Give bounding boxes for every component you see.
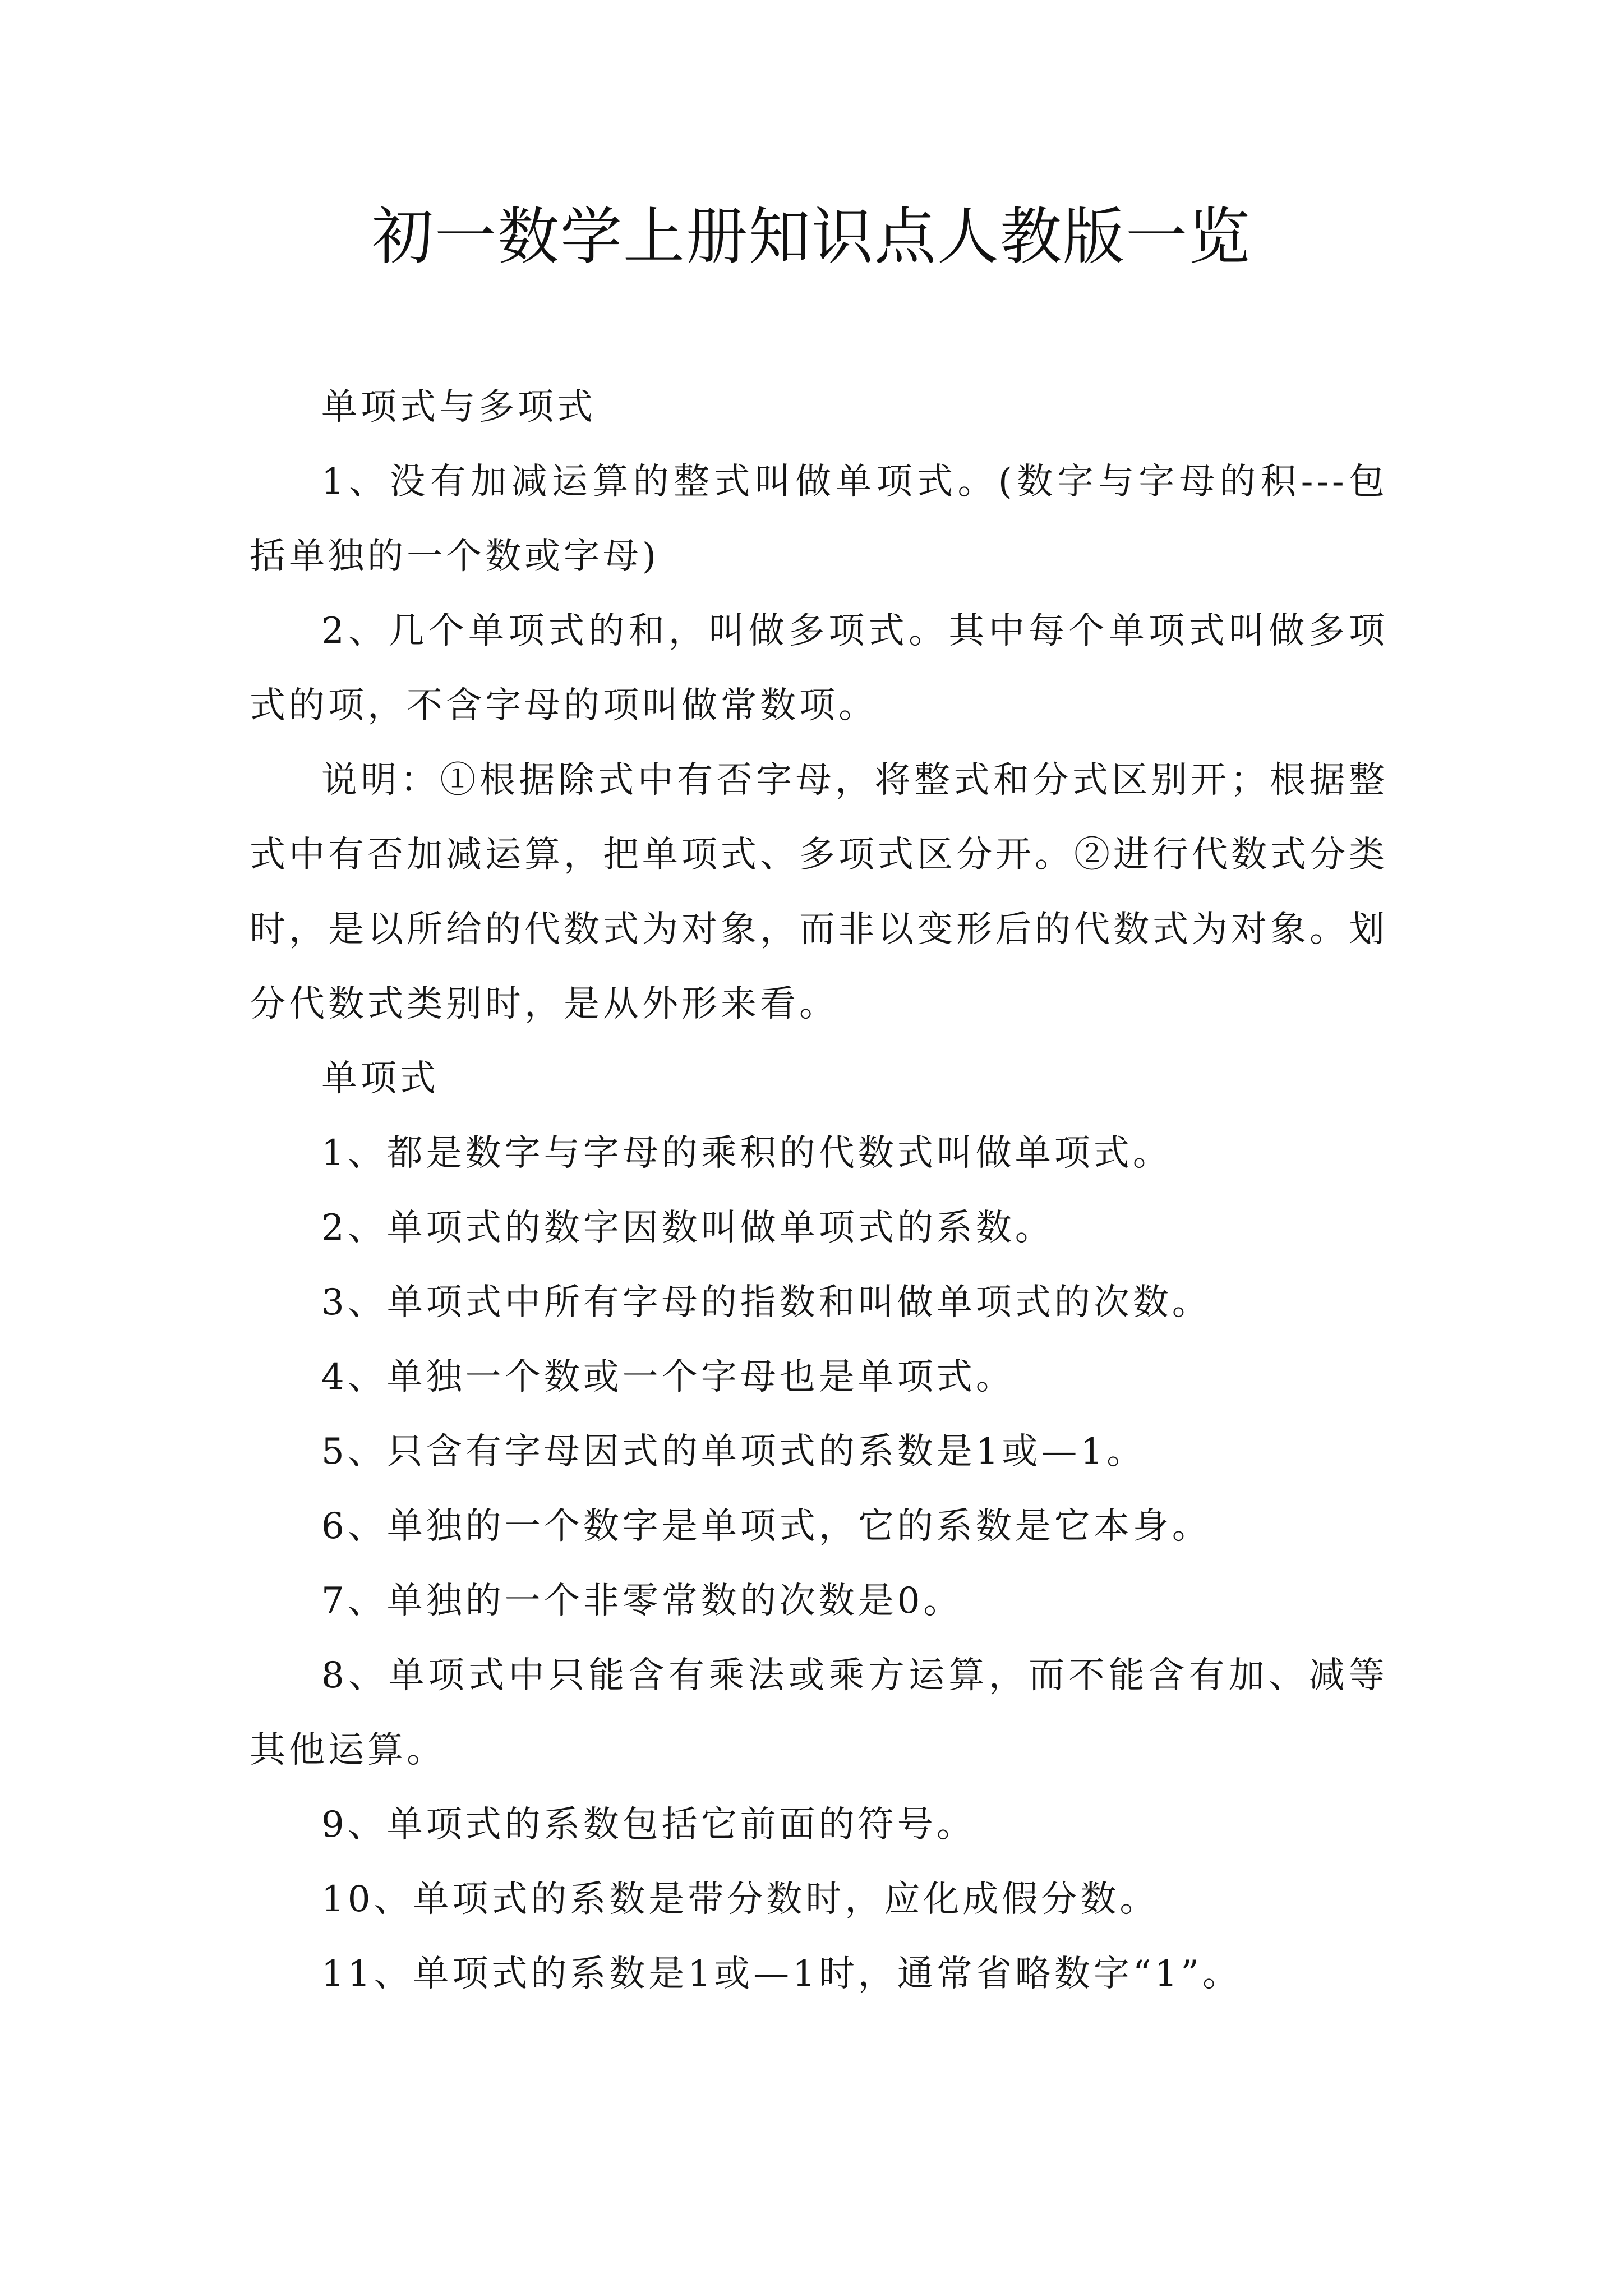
document-body (250, 370, 1388, 2012)
explanation-paragraph: 说明：①根据除式中有否字母，将整式和分式区别开；根据整式中有否加减运算，把单项式、多项式区分开。②进行代数式分类时，是以所给的代数式为对象，而非以变形后的代数式为对象。划分代数式类别时，是从外形来看。 (250, 760, 1388, 1025)
list-item: 1、都是数字与字母的乘积的代数式叫做单项式。 (321, 1133, 1172, 1174)
list-item: 7、单独的一个非零常数的次数是0。 (321, 1580, 963, 1622)
document-title: 初一数学上册知识点人教版一览 (372, 201, 1251, 273)
list-item: 9、单项式的系数包括它前面的符号。 (321, 1804, 976, 1846)
list-item: 6、单独的一个数字是单项式，它的系数是它本身。 (321, 1506, 1211, 1547)
paragraph: 2、几个单项式的和，叫做多项式。其中每个单项式叫做多项式的项，不含字母的项叫做常数项。 (250, 610, 1388, 726)
list-item: 10、单项式的系数是带分数时，应化成假分数。 (321, 1879, 1159, 1920)
paragraph: 1、没有加减运算的整式叫做单项式。(数字与字母的积---包括单独的一个数或字母) (250, 461, 1388, 577)
section-heading-monomial: 单项式 (321, 1058, 439, 1099)
list-item: 3、单项式中所有字母的指数和叫做单项式的次数。 (321, 1282, 1211, 1323)
list-item: 5、只含有字母因式的单项式的系数是1或—1。 (321, 1431, 1146, 1473)
section-heading-monomial-polynomial: 单项式与多项式 (321, 386, 596, 428)
list-item: 11、单项式的系数是1或—1时，通常省略数字“1”。 (321, 1953, 1242, 1995)
list-item: 8、单项式中只能含有乘法或乘方运算，而不能含有加、减等其他运算。 (250, 1655, 1388, 1771)
list-item: 2、单项式的数字因数叫做单项式的系数。 (321, 1207, 1054, 1249)
list-item: 4、单独一个数或一个字母也是单项式。 (321, 1356, 1015, 1398)
